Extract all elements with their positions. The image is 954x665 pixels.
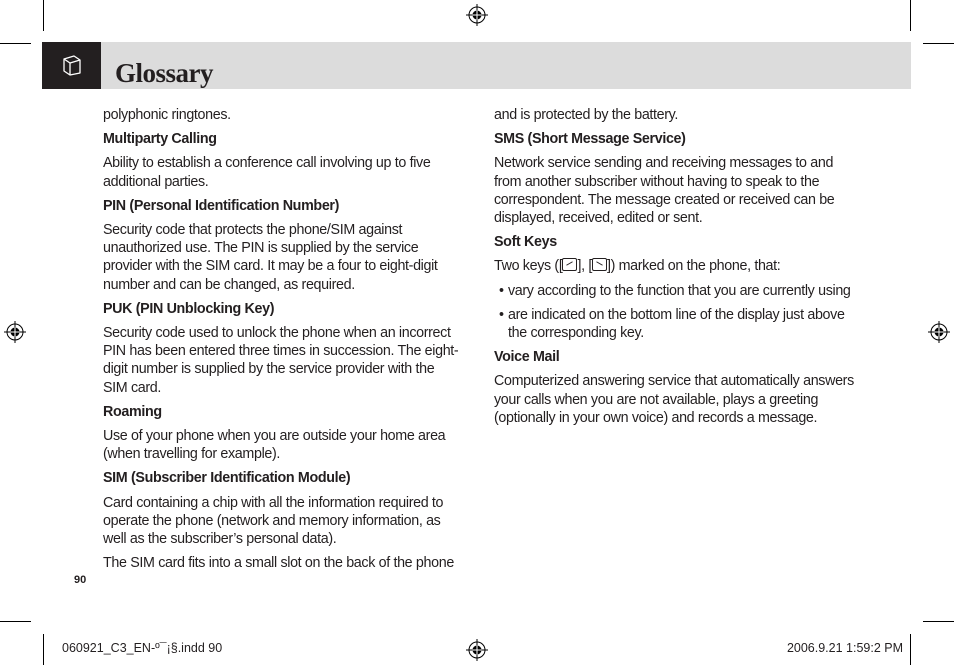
term-multiparty-calling: Multiparty Calling — [103, 131, 217, 148]
term-pin: PIN (Personal Identification Number) — [103, 197, 340, 214]
soft-keys-text: ]) marked on the phone, that: — [606, 258, 781, 275]
bullet-symbol: • — [499, 306, 504, 323]
term-sms: SMS (Short Message Service) — [494, 131, 686, 148]
definition-sms: Network service sending and receiving messages to and from another subscriber without having to speak to the correspondent. The message created or received can be displayed, received, edited or sent. — [494, 155, 835, 227]
crosshair-registration-icon — [4, 321, 26, 343]
bullet-symbol: • — [499, 282, 504, 299]
definition-sim-continued: The SIM card fits into a small slot on the back of the phone — [103, 555, 454, 572]
term-voice-mail: Voice Mail — [494, 349, 560, 366]
term-sim: SIM (Subscriber Identification Module) — [103, 470, 351, 487]
definition-puk: Security code used to unlock the phone when an incorrect PIN has been entered three times in succession. The eight-digit number is supplied by the service provider with the SIM card. — [103, 325, 459, 396]
left-soft-key-icon — [562, 258, 577, 271]
right-column — [494, 106, 859, 427]
crop-mark — [910, 0, 911, 31]
definition-roaming: Use of your phone when you are outside your home area (when travelling for example). — [103, 428, 446, 463]
soft-keys-text: ], [ — [577, 258, 592, 275]
term-puk: PUK (PIN Unblocking Key) — [103, 300, 275, 317]
definition-voice-mail: Computerized answering service that automatically answers your calls when you are not available, plays a greeting (optionally in your own voice) and records a message. — [494, 373, 854, 426]
crop-mark — [923, 43, 954, 44]
list-item — [494, 282, 859, 300]
page-title: Glossary — [115, 58, 214, 88]
crop-mark — [910, 634, 911, 665]
soft-keys-text: Two keys ([ — [494, 258, 563, 275]
crosshair-registration-icon — [466, 639, 488, 661]
header-tab — [42, 42, 101, 89]
print-slug-filename: 060921_C3_EN-º¯¡§.indd 90 — [62, 641, 223, 655]
list-item-text: vary according to the function that you are currently using — [508, 282, 851, 299]
left-column — [103, 106, 461, 572]
crosshair-registration-icon — [466, 4, 488, 26]
definition-soft-keys — [494, 257, 859, 275]
soft-keys-bullet-list — [494, 282, 859, 343]
definition-pin: Security code that protects the phone/SIM against unauthorized use. The PIN is supplied by the service provider with the SIM card. It may be a four to eight-digit number and can be changed, as required. — [103, 222, 438, 293]
list-item — [494, 306, 859, 342]
definition-multiparty-calling: Ability to establish a conference call involving up to five additional parties. — [103, 155, 431, 190]
crop-mark — [923, 621, 954, 622]
print-slug-datetime: 2006.9.21 1:59:2 PM — [786, 641, 903, 655]
right-soft-key-icon — [592, 258, 607, 271]
continued-text: and is protected by the battery. — [494, 107, 679, 123]
continued-text: polyphonic ringtones. — [103, 107, 231, 123]
crop-mark — [0, 43, 31, 44]
crop-mark — [43, 0, 44, 31]
crop-mark — [0, 621, 31, 622]
term-roaming: Roaming — [103, 403, 162, 420]
list-item-text: are indicated on the bottom line of the display just above the corresponding key. — [508, 306, 845, 342]
term-soft-keys: Soft Keys — [494, 234, 557, 251]
definition-sim: Card containing a chip with all the information required to operate the phone (network and memory information, as well as the subscriber’s personal data). — [103, 494, 444, 548]
phone-manual-icon — [62, 54, 82, 76]
crosshair-registration-icon — [928, 321, 950, 343]
page-number: 90 — [74, 574, 87, 586]
crop-mark — [43, 634, 44, 665]
